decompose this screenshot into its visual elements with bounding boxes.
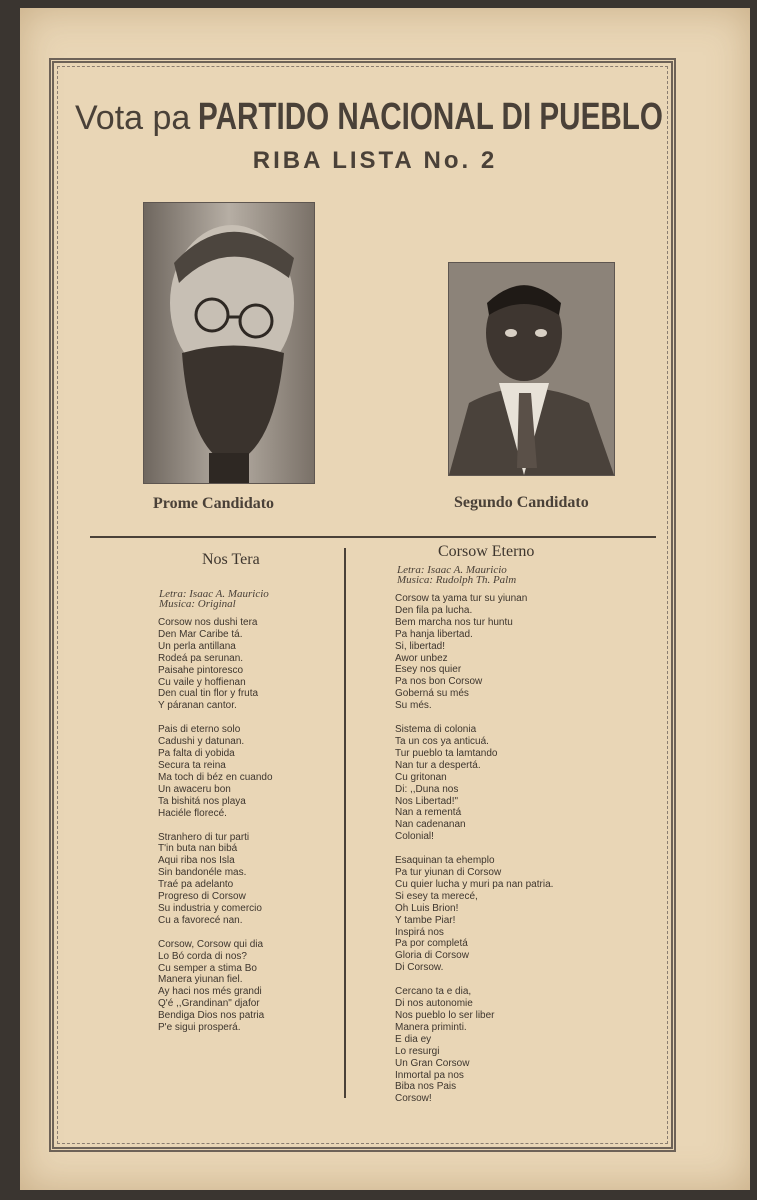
lyric-line: Si esey ta merecé, <box>395 890 478 902</box>
lyric-line: Den Mar Caribe tá. <box>158 628 243 640</box>
lyric-line: T'in buta nan bibá <box>158 843 238 855</box>
lyric-line: Goberná su més <box>395 688 469 700</box>
stanza <box>158 724 338 819</box>
first-candidate-photo <box>143 202 315 484</box>
song-credits-nos-tera <box>159 589 269 609</box>
lyric-line: Awor unbez <box>395 652 448 664</box>
lyric-line: Cu quier lucha y muri pa nan patria. <box>395 878 554 890</box>
lyric-line: Manera priminti. <box>395 1021 467 1033</box>
lyric-line: Cercano ta e dia, <box>395 986 472 998</box>
lyric-line: Corsow nos dushi tera <box>158 617 258 628</box>
lyric-line: Nan tur a despertá. <box>395 759 481 771</box>
lyric-line: Cu vaile y hoffienan <box>158 676 246 688</box>
second-candidate-caption: Segundo Candidato <box>454 494 589 511</box>
lyric-line: Corsow, Corsow qui dia <box>158 938 264 950</box>
lyric-line: Y páranan cantor. <box>158 700 237 712</box>
lyric-line: Colonial! <box>395 831 434 843</box>
first-candidate-caption: Prome Candidato <box>153 495 275 512</box>
lyric-line: Ta bishitá nos playa <box>158 795 246 807</box>
second-candidate-photo <box>448 262 615 476</box>
stanza <box>395 855 595 974</box>
lyrics-credit: Letra: Isaac A. Mauricio <box>397 564 507 576</box>
lyric-line: Pais di eterno solo <box>158 724 241 736</box>
lyric-line: Inspirá nos <box>395 926 444 938</box>
music-credit: Musica: Original <box>159 598 236 610</box>
stanza <box>158 617 338 712</box>
lyric-line: Den fila pa lucha. <box>395 604 473 616</box>
lyric-line: Paisahe pintoresco <box>158 664 244 676</box>
song-title-corsow-eterno: Corsow Eterno <box>438 543 535 560</box>
lyric-line: Ay haci nos més grandi <box>158 986 262 998</box>
lyric-line: P'e sigui prosperá. <box>158 1022 241 1034</box>
lyric-line: Corsow ta yama tur su yiunan <box>395 593 528 604</box>
list-number: RIBA LISTA No. 2 <box>252 147 498 174</box>
song-lyrics-nos-tera <box>158 617 338 1046</box>
lyric-line: Nos pueblo lo ser liber <box>395 1010 495 1021</box>
song-credits-corsow-eterno <box>397 565 516 585</box>
stanza <box>158 832 338 927</box>
stanza <box>395 986 595 1105</box>
lyric-line: Gloria di Corsow <box>395 950 469 962</box>
column-divider <box>344 548 346 1098</box>
lyric-line: Lo Bó corda di nos? <box>158 950 247 962</box>
vote-prefix: Vota pa <box>75 99 191 137</box>
lyric-line: Di nos autonomie <box>395 998 473 1010</box>
lyric-line: Nos Libertad!" <box>395 795 459 807</box>
lyric-line: Un perla antillana <box>158 640 236 652</box>
lyric-line: Rodeá pa serunan. <box>158 652 244 664</box>
song-title-nos-tera: Nos Tera <box>202 551 260 568</box>
lyric-line: Biba nos Pais <box>395 1081 457 1093</box>
lyric-line: Pa falta di yobida <box>158 748 235 760</box>
lyric-line: Pa nos bon Corsow <box>395 676 483 688</box>
lyric-line: Di Corsow. <box>395 962 444 974</box>
lyric-line: Cu gritonan <box>395 771 447 783</box>
lyric-line: Cu semper a stima Bo <box>158 962 257 974</box>
stanza <box>395 593 595 712</box>
lyric-line: Un Gran Corsow <box>395 1057 470 1069</box>
lyric-line: Pa tur yiunan di Corsow <box>395 867 502 879</box>
lyric-line: Bendiga Dios nos patria <box>158 1010 265 1022</box>
lyric-line: Si, libertad! <box>395 640 446 652</box>
lyric-line: E dia ey <box>395 1033 432 1045</box>
party-name: PARTIDO NACIONAL DI PUEBLO <box>198 96 664 138</box>
lyric-line: Secura ta reina <box>158 759 226 771</box>
lyric-line: Stranhero di tur parti <box>158 831 250 843</box>
lyric-line: Lo resurgi <box>395 1045 440 1057</box>
lyric-line: Su més. <box>395 700 432 712</box>
lyric-line: Cadushi y datunan. <box>158 736 245 748</box>
lyric-line: Un awaceru bon <box>158 783 231 795</box>
lyric-line: Traé pa adelanto <box>158 879 234 891</box>
lyric-line: Haciéle florecé. <box>158 807 227 819</box>
lyric-line: Oh Luis Brion! <box>395 902 459 914</box>
lyric-line: Cu a favorecé nan. <box>158 914 243 926</box>
horizontal-divider <box>90 536 656 538</box>
lyric-line: Corsow! <box>395 1093 432 1105</box>
lyric-line: Den cual tin flor y fruta <box>158 688 259 700</box>
lyrics-credit: Letra: Isaac A. Mauricio <box>159 588 269 600</box>
lyric-line: Pa por completá <box>395 938 468 950</box>
lyric-line: Su industria y comercio <box>158 902 262 914</box>
lyric-line: Y tambe Piar! <box>395 914 456 926</box>
music-credit: Musica: Rudolph Th. Palm <box>397 574 517 586</box>
lyric-line: Inmortal pa nos <box>395 1069 464 1081</box>
song-lyrics-corsow-eterno <box>395 593 595 1117</box>
lyric-line: Ma toch di béz en cuando <box>158 771 273 783</box>
stanza <box>158 939 338 1034</box>
lyric-line: Ta un cos ya anticuá. <box>395 735 489 747</box>
lyric-line: Pa hanja libertad. <box>395 628 473 640</box>
lyric-line: Progreso di Corsow <box>158 891 246 903</box>
lyric-line: Tur pueblo ta lamtando <box>395 747 498 759</box>
headline-line-1 <box>75 96 675 139</box>
lyric-line: Di: ,,Duna nos <box>395 783 459 795</box>
lyric-line: Aqui riba nos Isla <box>158 855 235 867</box>
lyric-line: Manera yiunan fiel. <box>158 974 243 986</box>
stanza <box>395 724 595 843</box>
lyric-line: Sin bandonéle mas. <box>158 867 247 879</box>
headline <box>75 96 675 175</box>
lyric-line: Nan cadenanan <box>395 819 466 831</box>
lyric-line: Esey nos quier <box>395 664 462 676</box>
lyric-line: Q'é ,,Grandinan" djafor <box>158 998 260 1010</box>
lyric-line: Bem marcha nos tur huntu <box>395 616 513 628</box>
lyric-line: Nan a rementá <box>395 807 462 819</box>
lyric-line: Sistema di colonia <box>395 724 477 736</box>
lyric-line: Esaquinan ta ehemplo <box>395 855 495 867</box>
